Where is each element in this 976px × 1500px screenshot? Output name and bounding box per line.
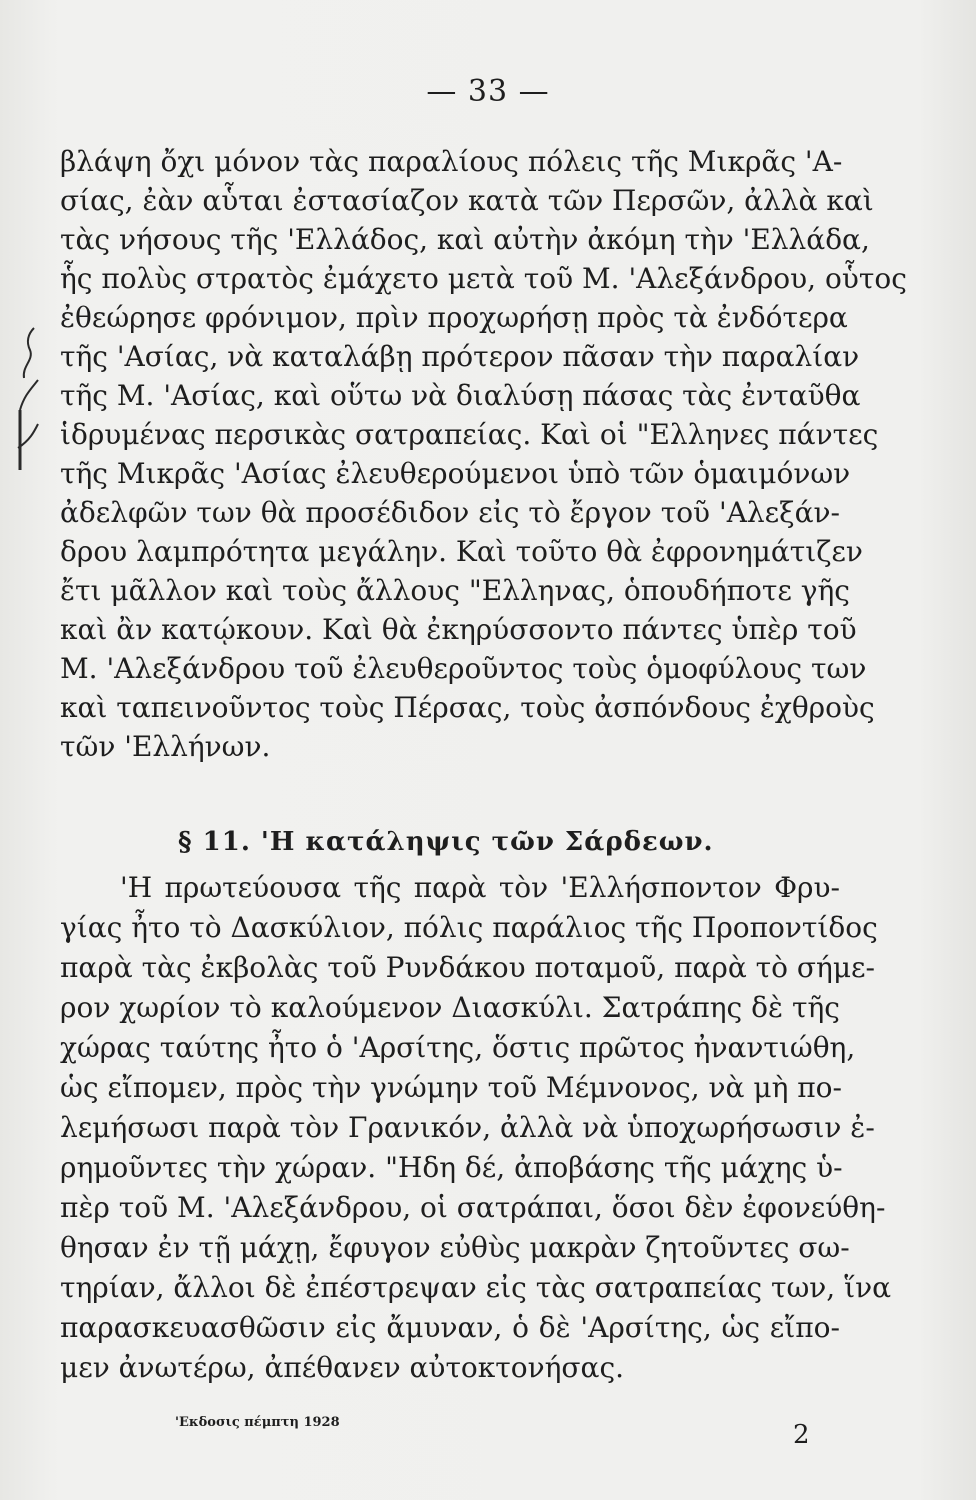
paragraph-1-line: Μ. 'Αλεξάνδρου τοῦ ἐλευθεροῦντος τοὺς ὁμοφύλους των: [60, 652, 867, 685]
paragraph-2-line: ρον χωρίον τὸ καλούμενον Διασκύλι. Σατράπης δὲ τῆς: [60, 991, 840, 1024]
paragraph-2-line: γίας ἦτο τὸ Δασκύλιον, πόλις παράλιος τῆς Προποντίδος: [60, 911, 878, 944]
paragraph-1-line: ἱδρυμένας περσικὰς σατραπείας. Καὶ οἱ "Ελληνες πάντες: [60, 418, 879, 451]
paragraph-1-line: τὰς νήσους τῆς 'Ελλάδος, καὶ αὐτὴν ἀκόμη τὴν 'Ελλάδα,: [60, 223, 870, 256]
paragraph-1-line: δρου λαμπρότητα μεγάλην. Καὶ τοῦτο θὰ ἐφρονημάτιζεν: [60, 535, 863, 568]
paragraph-2-line: ὡς εἴπομεν, πρὸς τὴν γνώμην τοῦ Μέμνονος, νὰ μὴ πο-: [60, 1071, 842, 1104]
paragraph-1-line: τῆς Μ. 'Ασίας, καὶ οὕτω νὰ διαλύσῃ πάσας τὰς ἐνταῦθα: [60, 379, 861, 412]
paragraph-1-line: τῆς Μικρᾶς 'Ασίας ἐλευθερούμενοι ὑπὸ τῶν ὁμαιμόνων: [60, 457, 851, 490]
paragraph-1-line: σίας, ἐὰν αὗται ἐστασίαζον κατὰ τῶν Περσῶν, ἀλλὰ καὶ: [60, 184, 874, 217]
paragraph-2-line: λεμήσωσι παρὰ τὸν Γρανικόν, ἀλλὰ νὰ ὑποχωρήσωσιν ἐ-: [60, 1111, 875, 1144]
paragraph-1-line: βλάψη ὄχι μόνον τὰς παραλίους πόλεις τῆς Μικρᾶς 'Α-: [60, 145, 843, 178]
paragraph-1-line: ἧς πολὺς στρατὸς ἐμάχετο μετὰ τοῦ Μ. 'Αλεξάνδρου, οὗτος: [60, 262, 907, 295]
margin-pencil-mark: [0, 320, 60, 520]
paragraph-2-line: χώρας ταύτης ἦτο ὁ 'Αρσίτης, ὅστις πρῶτος ἠναντιώθη,: [60, 1031, 856, 1064]
paragraph-2-line: θησαν ἐν τῇ μάχῃ, ἔφυγον εὐθὺς μακρὰν ζητοῦντες σω-: [60, 1231, 850, 1264]
paragraph-2-line: παρασκευασθῶσιν εἰς ἄμυναν, ὁ δὲ 'Αρσίτης, ὡς εἴπο-: [60, 1311, 840, 1344]
section-heading: § 11. 'Η κατάληψις τῶν Σάρδεων.: [178, 827, 714, 857]
paragraph-2: [60, 868, 892, 1388]
page-number-top: — 33 —: [426, 74, 550, 109]
paragraph-2-line: ρημοῦντες τὴν χώραν. "Ηδη δέ, ἀποβάσης τῆς μάχης ὑ-: [60, 1151, 843, 1184]
paragraph-2-line: παρὰ τὰς ἐκβολὰς τοῦ Ρυνδάκου ποταμοῦ, παρὰ τὸ σήμε-: [60, 951, 875, 984]
paragraph-1-line: καὶ ταπεινοῦντος τοὺς Πέρσας, τοὺς ἀσπόνδους ἐχθροὺς: [60, 691, 875, 724]
paragraph-2-line: μεν ἀνωτέρω, ἀπέθανεν αὐτοκτονήσας.: [60, 1351, 625, 1384]
signature-number: 2: [793, 1420, 810, 1450]
paragraph-1-line: καὶ ἂν κατῴκουν. Καὶ θὰ ἐκηρύσσοντο πάντες ὑπὲρ τοῦ: [60, 613, 857, 646]
paragraph-1-line: ἀδελφῶν των θὰ προσέδιδον εἰς τὸ ἔργον τοῦ 'Αλεξάν-: [60, 496, 840, 529]
paragraph-1: [60, 142, 907, 782]
paragraph-1-line: ἔτι μᾶλλον καὶ τοὺς ἄλλους "Ελληνας, ὁπουδήποτε γῆς: [60, 574, 850, 607]
paragraph-2-line: 'Η πρωτεύουσα τῆς παρὰ τὸν 'Ελλήσποντον Φρυ-: [120, 871, 840, 904]
edition-note: 'Εκδοσις πέμπτη 1928: [175, 1415, 340, 1430]
paragraph-1-line: τῆς 'Ασίας, νὰ καταλάβῃ πρότερον πᾶσαν τὴν παραλίαν: [60, 340, 860, 373]
paragraph-2-line: πὲρ τοῦ Μ. 'Αλεξάνδρου, οἱ σατράπαι, ὅσοι δὲν ἐφονεύθη-: [60, 1191, 886, 1224]
paragraph-2-line: τηρίαν, ἄλλοι δὲ ἐπέστρεψαν εἰς τὰς σατραπείας των, ἵνα: [60, 1271, 892, 1304]
paragraph-1-line: τῶν 'Ελλήνων.: [60, 730, 271, 763]
paragraph-1-line: ἐθεώρησε φρόνιμον, πρὶν προχωρήσῃ πρὸς τὰ ἐνδότερα: [60, 301, 848, 334]
